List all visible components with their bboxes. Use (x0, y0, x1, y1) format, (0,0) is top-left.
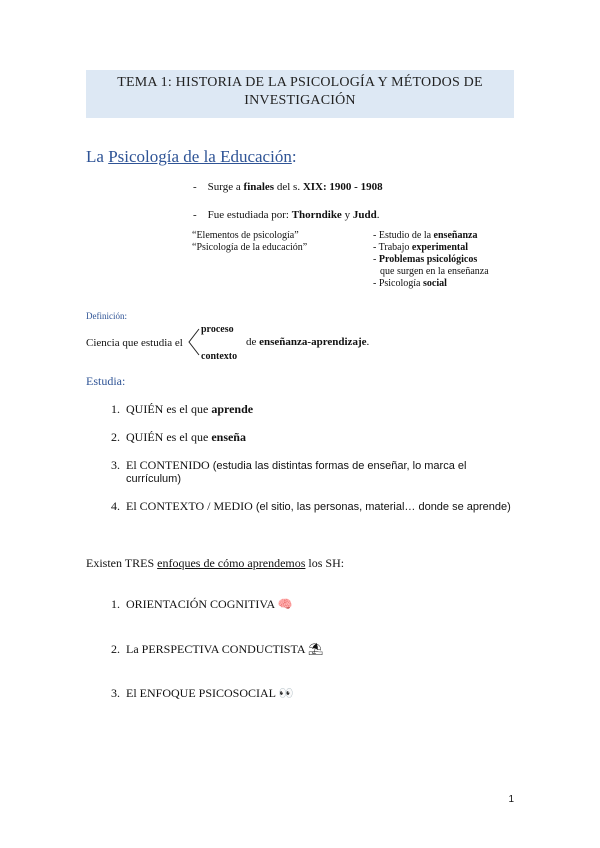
enfoque-item-2: 2. La PERSPECTIVA CONDUCTISTA ⛱ (111, 642, 324, 656)
brace-icon (187, 327, 201, 357)
work-note-1: - Estudio de la enseñanza (373, 230, 478, 241)
eyes-icon: 👀 (278, 686, 294, 700)
definition-top: proceso (201, 324, 234, 335)
enfoques-intro: Existen TRES enfoques de cómo aprendemos los SH: (86, 556, 345, 570)
document-title (86, 70, 514, 118)
title-line-2: INVESTIGACIÓN (244, 93, 356, 108)
work-note-4: que surgen en la enseñanza (380, 266, 489, 277)
definition-pre: Ciencia que estudia el (86, 337, 183, 349)
section-heading: La Psicología de la Educación: (86, 147, 297, 166)
page-number: 1 (508, 794, 514, 805)
definition-bottom: contexto (201, 351, 238, 362)
brain-icon: 🧠 (277, 597, 293, 611)
work-note-3: - Problemas psicológicos (373, 254, 478, 265)
definition-label: Definición: (86, 311, 127, 321)
estudia-item-4: 4. El CONTEXTO / MEDIO (el sitio, las personas, material… donde se aprende) (111, 499, 511, 513)
estudia-item-1: 1. QUIÉN es el que aprende (111, 402, 254, 416)
work-note-2: - Trabajo experimental (373, 242, 468, 253)
estudia-item-3: 3. El CONTENIDO (estudia las distintas formas de enseñar, lo marca el (111, 458, 467, 472)
work-note-5: - Psicología social (373, 278, 447, 289)
beach-umbrella-icon: ⛱ (307, 642, 324, 656)
work-title-2: “Psicología de la educación” (192, 242, 308, 253)
bullet-estudiada: - Fue estudiada por: Thorndike y Judd. (193, 209, 380, 221)
section-heading-underlined: Psicología de la Educación (108, 147, 292, 166)
estudia-item-2: 2. QUIÉN es el que enseña (111, 430, 246, 444)
estudia-label: Estudia: (86, 374, 126, 388)
enfoque-item-1: 1. ORIENTACIÓN COGNITIVA 🧠 (111, 597, 293, 611)
bullet-surge: - Surge a finales del s. XIX: 1900 - 1908 (193, 181, 383, 193)
title-line-1: TEMA 1: HISTORIA DE LA PSICOLOGÍA Y MÉTODOS DE (117, 75, 483, 90)
work-title-1: “Elementos de psicología” (192, 230, 299, 241)
definition-post: de enseñanza-aprendizaje. (246, 336, 370, 348)
estudia-item-3-cont: currículum) (126, 473, 182, 485)
enfoque-item-3: 3. El ENFOQUE PSICOSOCIAL 👀 (111, 686, 294, 700)
